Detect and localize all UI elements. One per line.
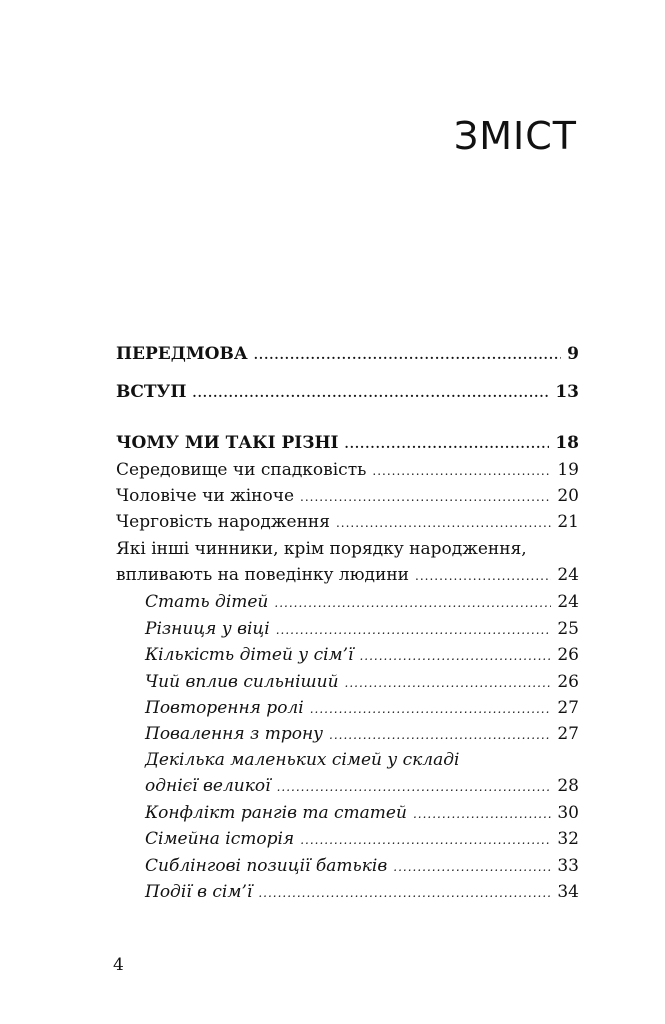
toc-entry-page: 13 (555, 382, 579, 402)
toc-subentry[interactable] (145, 644, 579, 666)
toc-subentry[interactable] (145, 828, 579, 850)
toc-entry-title: Стать дітей (145, 592, 269, 612)
toc-entry-page: 26 (557, 645, 579, 665)
toc-entry-title: Чоловіче чи жіноче (116, 486, 295, 506)
toc-entry-page: 19 (557, 460, 579, 480)
toc-entry-title: Середовище чи спадковість (116, 460, 367, 480)
toc-entry-title: впливають на поведінку людини (116, 565, 409, 585)
dot-leader (300, 486, 551, 508)
dot-leader (359, 645, 551, 667)
toc-entry-foreword[interactable] (116, 343, 579, 365)
toc-entry-page: 27 (557, 698, 579, 718)
toc-subentry[interactable] (145, 671, 579, 693)
toc-entry-page: 34 (557, 882, 579, 902)
toc-entry-title: однієї великої (145, 776, 271, 796)
dot-leader (345, 433, 550, 455)
toc-entry-page: 24 (557, 565, 579, 585)
toc-subentry[interactable] (145, 591, 579, 613)
toc-subentry[interactable] (145, 881, 579, 903)
dot-leader (277, 776, 552, 798)
toc-entry-title: Конфлікт рангів та статей (145, 803, 407, 823)
toc-entry-introduction[interactable] (116, 381, 579, 403)
dot-leader (310, 698, 552, 720)
dot-leader (254, 344, 561, 366)
toc-entry-chapter[interactable] (116, 432, 579, 454)
toc-entry-title: Події в сім’ї (145, 882, 253, 902)
toc-entry[interactable] (116, 485, 579, 507)
toc-entry-title: Черговість народження (116, 512, 330, 532)
toc-entry-title-line: Декілька маленьких сімей у складі (145, 750, 460, 770)
dot-leader (345, 672, 552, 694)
toc-entry-title: Кількість дітей у сім’ї (145, 645, 354, 665)
dot-leader (393, 856, 551, 878)
toc-entry-title: ПЕРЕДМОВА (116, 344, 248, 364)
toc-entry-page: 27 (557, 724, 579, 744)
toc-entry-page: 18 (555, 433, 579, 453)
toc-entry-title: ЧОМУ МИ ТАКІ РІЗНІ (116, 433, 339, 453)
dot-leader (192, 382, 549, 404)
toc-entry-title-line: Які інші чинники, крім порядку народження, (116, 539, 527, 559)
toc-entry[interactable] (116, 511, 579, 533)
dot-leader (336, 512, 551, 534)
dot-leader (415, 565, 551, 587)
toc-entry-page: 21 (557, 512, 579, 532)
toc-entry-page: 9 (567, 344, 579, 364)
toc-entry-title: Повторення ролі (145, 698, 304, 718)
dot-leader (372, 460, 551, 482)
page-number: 4 (113, 955, 124, 975)
toc-subentry[interactable] (145, 723, 579, 745)
toc-entry[interactable] (116, 564, 579, 586)
dot-leader (329, 724, 551, 746)
toc-entry-title: Сімейна історія (145, 829, 295, 849)
dot-leader (300, 829, 551, 851)
toc-entry-page: 33 (557, 856, 579, 876)
toc-entry-title: ВСТУП (116, 382, 187, 402)
toc-subentry[interactable] (145, 618, 579, 640)
toc-entry-page: 30 (557, 803, 579, 823)
dot-leader (276, 619, 552, 641)
toc-entry-page: 25 (557, 619, 579, 639)
toc-entry-title: Повалення з трону (145, 724, 324, 744)
dot-leader (274, 592, 551, 614)
toc-subentry[interactable] (145, 802, 579, 824)
page-title: ЗМІСТ (453, 114, 577, 158)
toc-entry[interactable] (116, 459, 579, 481)
toc-entry-title: Сиблінгові позиції батьків (145, 856, 388, 876)
toc-entry-page: 20 (557, 486, 579, 506)
dot-leader (413, 803, 551, 825)
dot-leader (258, 882, 551, 904)
toc-subentry[interactable] (145, 775, 579, 797)
toc-entry-title: Чий вплив сильніший (145, 672, 339, 692)
toc-entry-page: 28 (557, 776, 579, 796)
toc-entry-page: 24 (557, 592, 579, 612)
toc-entry-page: 32 (557, 829, 579, 849)
toc-subentry[interactable] (145, 697, 579, 719)
toc-entry-title: Різниця у віці (145, 619, 270, 639)
toc-entry-page: 26 (557, 672, 579, 692)
toc-subentry[interactable] (145, 855, 579, 877)
